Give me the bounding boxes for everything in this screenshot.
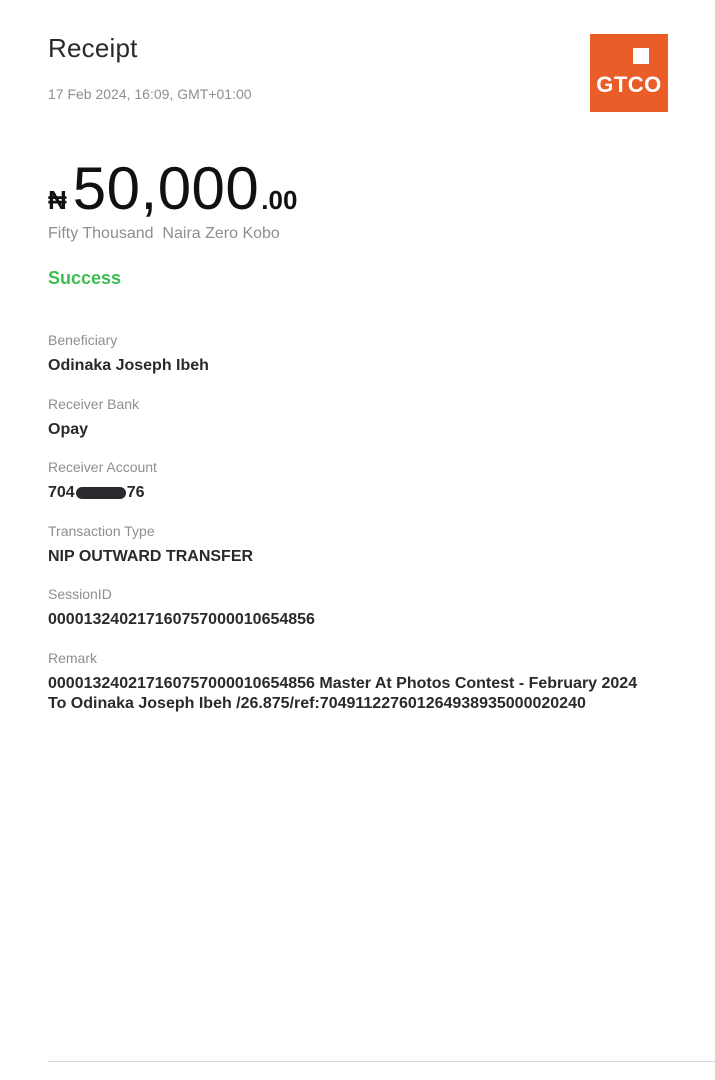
remark-field <box>48 650 637 714</box>
logo-square-icon <box>633 48 649 64</box>
amount-kobo: .00 <box>261 185 298 215</box>
currency-symbol: ₦ <box>48 185 67 215</box>
amount-value: 50,000 <box>72 155 260 222</box>
remark-line-2: To Odinaka Joseph Ibeh /26.875/ref:704911227601264938935000020240 <box>48 695 586 712</box>
receiver-bank-value: Opay <box>48 421 89 438</box>
bottom-divider <box>48 1061 715 1062</box>
beneficiary-label: Beneficiary <box>48 332 118 348</box>
beneficiary-value: Odinaka Joseph Ibeh <box>48 357 209 374</box>
account-suffix: 76 <box>126 484 145 501</box>
redaction-mark <box>76 487 126 499</box>
transaction-type-field <box>48 523 253 567</box>
gtco-logo <box>590 34 668 112</box>
beneficiary-field <box>48 332 209 376</box>
page-title: Receipt <box>48 33 138 63</box>
session-id-label: SessionID <box>48 586 112 602</box>
transaction-timestamp: 17 Feb 2024, 16:09, GMT+01:00 <box>48 86 252 102</box>
receiver-account-field <box>48 459 157 503</box>
logo-text: GTCO <box>596 72 662 97</box>
amount-display <box>48 155 297 223</box>
receiver-bank-field <box>48 396 139 440</box>
account-prefix: 704 <box>48 484 75 501</box>
amount-in-words: Fifty Thousand Naira Zero Kobo <box>48 225 280 242</box>
session-id-field <box>48 586 315 630</box>
remark-label: Remark <box>48 650 98 666</box>
receiver-bank-label: Receiver Bank <box>48 396 140 412</box>
status-badge: Success <box>48 268 122 288</box>
transaction-type-value: NIP OUTWARD TRANSFER <box>48 548 254 565</box>
receiver-account-label: Receiver Account <box>48 459 157 475</box>
transaction-type-label: Transaction Type <box>48 523 155 539</box>
session-id-value: 000013240217160757000010654856 <box>48 611 315 628</box>
remark-value <box>48 674 637 714</box>
receiver-account-value <box>48 483 157 503</box>
remark-line-1: 000013240217160757000010654856 Master At Photos Contest - February 2024 <box>48 675 638 692</box>
